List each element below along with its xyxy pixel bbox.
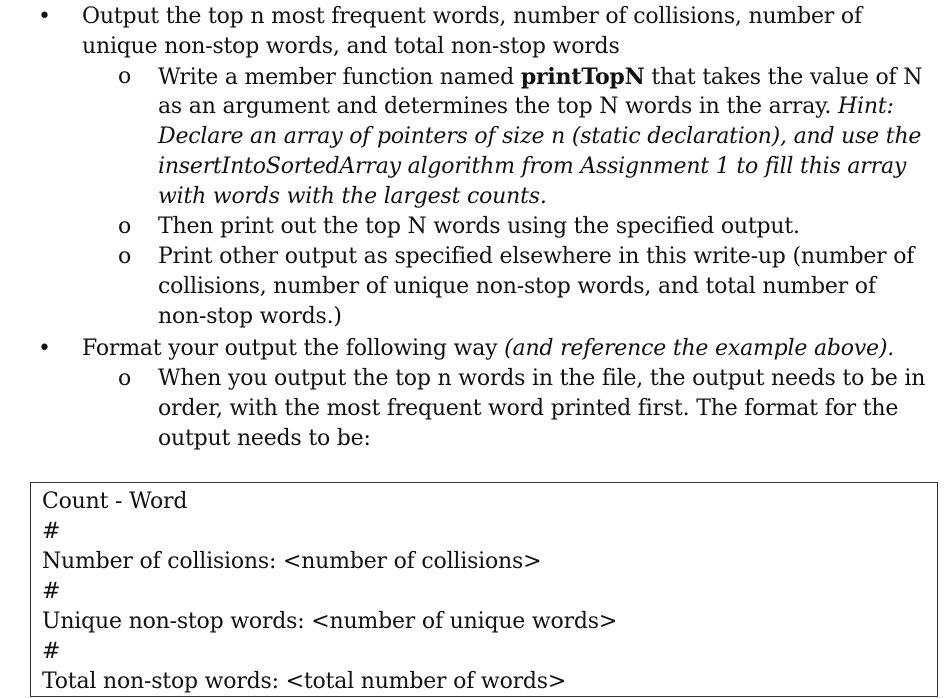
bullet1-line2: unique non-stop words, and total non-stop words bbox=[82, 34, 620, 59]
sub1-line2 bbox=[158, 92, 894, 122]
hint-label: Hint: bbox=[838, 94, 894, 119]
output-line-total-words: Total non-stop words: <total number of words> bbox=[42, 669, 567, 694]
output-line-separator: # bbox=[42, 639, 61, 664]
sub3-line3: non-stop words.) bbox=[158, 304, 342, 329]
bullet-marker: • bbox=[38, 4, 51, 29]
output-line-unique-words: Unique non-stop words: <number of unique words> bbox=[42, 609, 618, 634]
sub1-line4: insertIntoSortedArray algorithm from Assignment 1 to fill this array bbox=[158, 154, 907, 179]
output-line-separator: # bbox=[42, 579, 61, 604]
sub-bullet-marker: o bbox=[118, 244, 132, 269]
bullet2-line1 bbox=[82, 334, 894, 364]
sub-bullet-marker: o bbox=[118, 214, 132, 239]
sub-bullet-marker: o bbox=[118, 366, 132, 391]
bullet2-line1-text-a: Format your output the following way bbox=[82, 336, 505, 361]
b2sub1-line1: When you output the top n words in the file, the output needs to be in bbox=[158, 366, 926, 391]
sub1-line1 bbox=[158, 62, 922, 93]
bullet2-line1-italic: (and reference the example above). bbox=[504, 336, 895, 361]
sub1-line1-text-c: that takes the value of N bbox=[644, 65, 923, 90]
bullet-marker: • bbox=[38, 336, 51, 361]
sub1-line3: Declare an array of pointers of size n (static declaration), and use the bbox=[158, 124, 922, 149]
b2sub1-line3: output needs to be: bbox=[158, 426, 371, 451]
output-format-box bbox=[30, 482, 938, 697]
output-line-count-word: Count - Word bbox=[42, 489, 188, 514]
function-name-printtopn: printTopN bbox=[520, 64, 645, 90]
b2sub1-line2: order, with the most frequent word printed first. The format for the bbox=[158, 396, 899, 421]
output-line-collisions: Number of collisions: <number of collisions> bbox=[42, 549, 542, 574]
sub3-line2: collisions, number of unique non-stop words, and total number of bbox=[158, 274, 876, 299]
bullet1-line1: Output the top n most frequent words, number of collisions, number of bbox=[82, 4, 862, 29]
sub-bullet-marker: o bbox=[118, 64, 132, 89]
sub1-line2-text-a: as an argument and determines the top N words in the array. bbox=[158, 94, 839, 119]
sub1-line5: with words with the largest counts. bbox=[158, 184, 547, 209]
sub2-line1: Then print out the top N words using the specified output. bbox=[158, 214, 800, 239]
sub1-line1-text-a: Write a member function named bbox=[158, 65, 521, 90]
sub3-line1: Print other output as specified elsewhere in this write-up (number of bbox=[158, 244, 915, 269]
output-line-separator: # bbox=[42, 519, 61, 544]
